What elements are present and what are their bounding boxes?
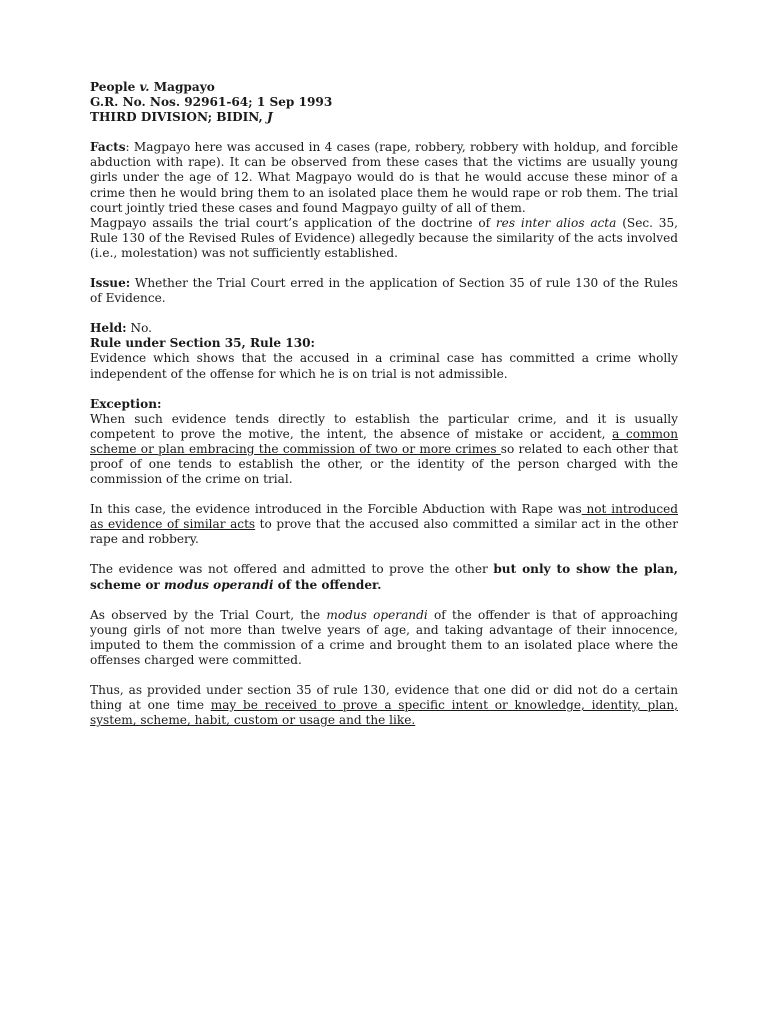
exception-heading: Exception: xyxy=(90,396,162,411)
issue-paragraph: Issue: Whether the Trial Court erred in the application of Section 35 of rule 130 of the Rules of Evidence. xyxy=(90,276,678,306)
gr-number: G.R. No. Nos. 92961-64; 1 Sep 1993 xyxy=(90,95,333,110)
held-line: Held: No. xyxy=(90,321,152,336)
facts-paragraph: Facts: Magpayo here was accused in 4 cases (rape, robbery, robbery with holdup, and forcible abduction with rape). It can be observed from these cases that the victims are usually young girls under the age of 12. What Magpayo would do is that he would accuse these minor of a crime then he would bring them to an isolated place them he would rape or rob them. The trial court jointly tried these cases and found Magpayo guilty of all of them. xyxy=(90,140,678,215)
rule-paragraph: Evidence which shows that the accused in a criminal case has committed a crime wholly independent of the offense for which he is on trial is not admissible. xyxy=(90,351,678,381)
division-line: THIRD DIVISION; BIDIN, J xyxy=(90,110,273,125)
case-digest-page xyxy=(90,80,678,728)
conclusion-paragraph: Thus, as provided under section 35 of rule 130, evidence that one did or did not do a certain thing at one time may be received to prove a specific intent or knowledge, identity, plan, system, scheme, habit, custom or usage and the like. xyxy=(90,683,678,728)
held-label: Held: xyxy=(90,321,127,336)
case-title: People v. Magpayo xyxy=(90,80,215,94)
facts-paragraph-2: Magpayo assails the trial court’s application of the doctrine of res inter alios acta (Sec. 35, Rule 130 of the Revised Rules of Evidence) allegedly because the similarity of the acts involved (i.e., molestation) was not sufficiently established. xyxy=(90,215,679,260)
issue-label: Issue: xyxy=(90,276,131,291)
case-application-paragraph: In this case, the evidence introduced in the Forcible Abduction with Rape was not introduced as evidence of similar acts to prove that the accused also committed a similar act in the other rape and robbery. xyxy=(90,502,678,547)
observed-paragraph: As observed by the Trial Court, the modus operandi of the offender is that of approaching young girls of not more than twelve years of age, and taking advantage of their innocence, imputed to them the commission of a crime and brought them to an isolated place where the offenses charged were committed. xyxy=(90,607,678,667)
exception-paragraph: When such evidence tends directly to establish the particular crime, and it is usually competent to prove the motive, the intent, the absence of mistake or accident, a common scheme or plan embracing the commission of two or more crimes so related to each other that proof of one tends to establish the other, or the identity of the person charged with the commission of the crime on trial. xyxy=(90,411,678,487)
facts-label: Facts xyxy=(90,140,126,155)
rule-heading: Rule under Section 35, Rule 130: xyxy=(90,336,316,351)
offered-paragraph: The evidence was not offered and admitted to prove the other but only to show the plan, scheme or modus operandi of the offender. xyxy=(90,562,678,592)
